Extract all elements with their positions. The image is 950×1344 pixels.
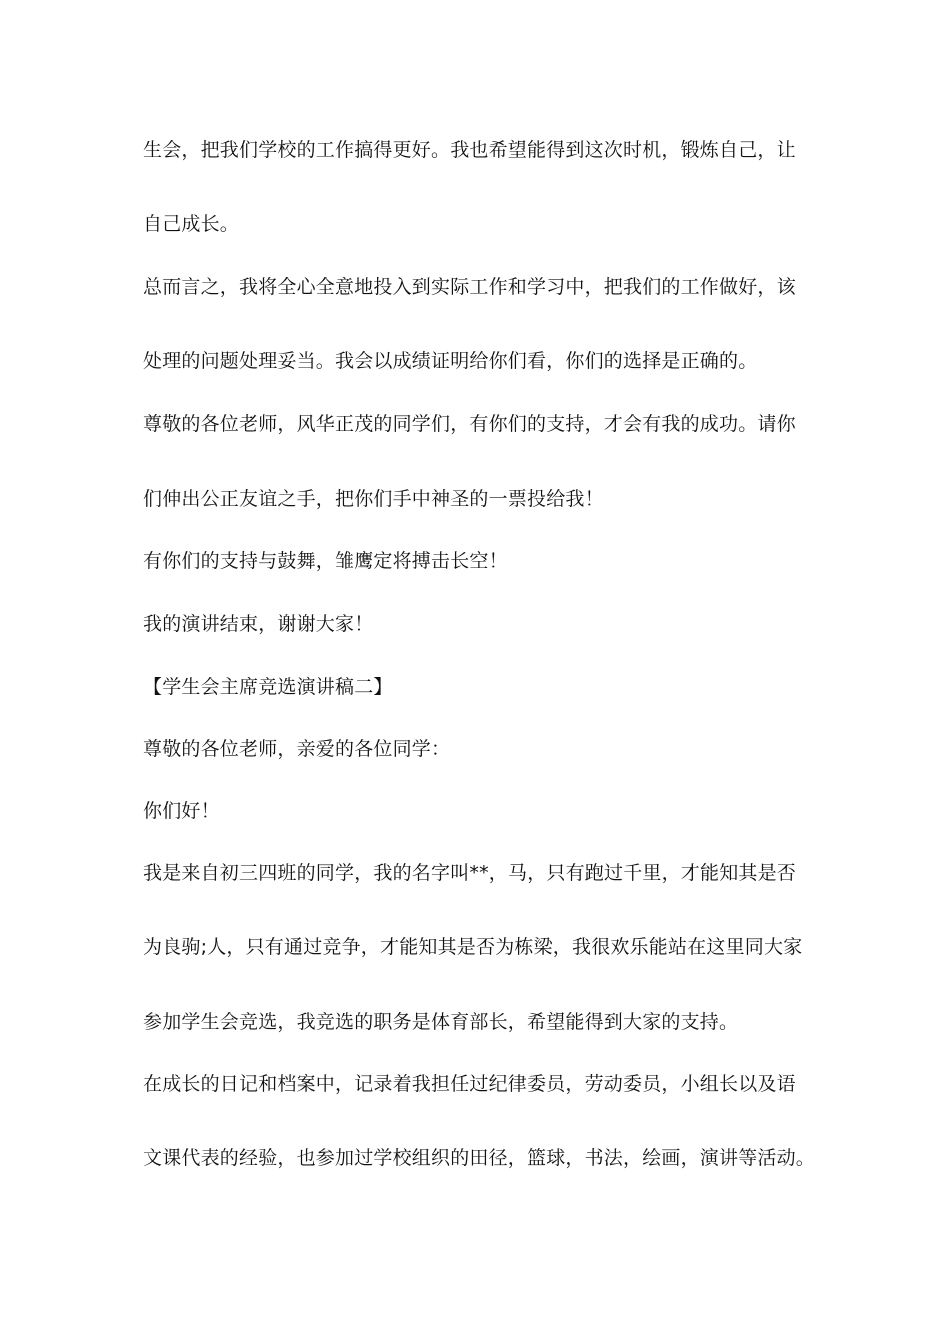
text-line: 你们好！: [143, 800, 220, 822]
text-line: 处理的问题处理妥当。我会以成绩证明给你们看，你们的选择是正确的。: [143, 350, 758, 372]
text-line: 尊敬的各位老师，风华正茂的同学们，有你们的支持，才会有我的成功。请你: [143, 413, 796, 435]
text-line: 尊敬的各位老师，亲爱的各位同学：: [143, 738, 451, 760]
text-line: 总而言之，我将全心全意地投入到实际工作和学习中，把我们的工作做好，该: [143, 276, 796, 298]
text-line: 们伸出公正友谊之手，把你们手中神圣的一票投给我！: [143, 488, 604, 510]
text-line: 我的演讲结束，谢谢大家！: [143, 613, 374, 635]
text-line: 生会，把我们学校的工作搞得更好。我也希望能得到这次时机，锻炼自己，让: [143, 139, 796, 161]
text-line: 自己成长。: [143, 213, 240, 235]
text-line: 在成长的日记和档案中，记录着我担任过纪律委员，劳动委员，小组长以及语: [143, 1073, 796, 1095]
section-heading: 【学生会主席竞选演讲稿二】: [143, 676, 393, 698]
text-line: 有你们的支持与鼓舞，雏鹰定将搏击长空！: [143, 550, 508, 572]
text-line: 为良驹;人，只有通过竞争，才能知其是否为栋梁，我很欢乐能站在这里同大家: [143, 936, 803, 958]
text-line: 文课代表的经验，也参加过学校组织的田径，篮球，书法，绘画，演讲等活动。: [143, 1147, 816, 1169]
text-line: 参加学生会竞选，我竞选的职务是体育部长，希望能得到大家的支持。: [143, 1011, 739, 1033]
text-line: 我是来自初三四班的同学，我的名字叫**，马，只有跑过千里，才能知其是否: [143, 862, 797, 884]
